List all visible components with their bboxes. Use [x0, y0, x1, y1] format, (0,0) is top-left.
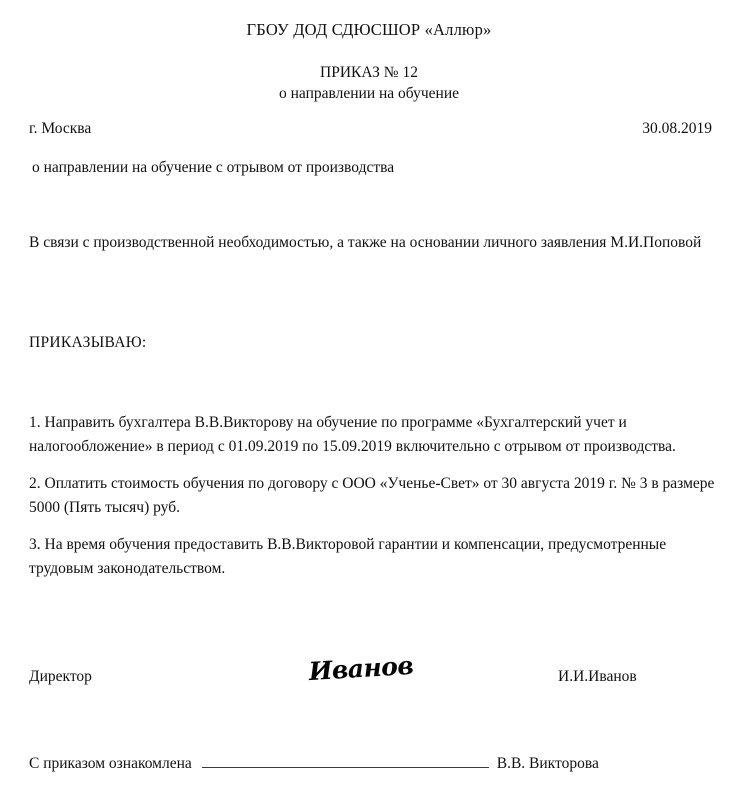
order-clause-list [29, 411, 715, 581]
order-title: ПРИКАЗ № 12 [320, 64, 418, 81]
order-subtitle: о направлении на обучение [279, 85, 459, 102]
order-command-word: ПРИКАЗЫВАЮ: [29, 334, 147, 351]
order-preamble: В связи с производственной необходимостью, а также на основании личного заявления М.И.Поповой [29, 234, 702, 251]
document-meta-row [29, 120, 712, 138]
order-clause: 1. Направить бухгалтера В.В.Викторову на обучение по программе «Бухгалтерский учет и налогообложение» в период с 01.09.2019 по 15.09.2019 включительно с отрывом от производства. [29, 414, 676, 455]
organization-name: ГБОУ ДОД СДЮСШОР «Аллюр» [246, 20, 492, 39]
acknowledgement-name: В.В. Викторова [496, 755, 599, 772]
order-clause: 2. Оплатить стоимость обучения по договору с ООО «Ученье-Свет» от 30 августа 2019 г. № 3 в размере 5000 (Пять тысяч) руб. [29, 475, 715, 516]
signatory-role: Директор [29, 668, 92, 685]
acknowledgement-row [29, 753, 712, 773]
signatory-name: И.И.Иванов [558, 668, 637, 685]
signature-block [29, 650, 712, 694]
handwritten-signature: Иванов [307, 650, 415, 687]
order-clause: 3. На время обучения предоставить В.В.Викторовой гарантии и компенсации, предусмотренные трудовым законодательством. [29, 536, 667, 577]
acknowledgement-signature-line[interactable] [202, 753, 489, 768]
acknowledgement-label: С приказом ознакомлена [29, 755, 192, 772]
order-subject-line: о направлении на обучение с отрывом от производства [32, 159, 395, 176]
order-date: 30.08.2019 [642, 120, 712, 137]
city-label: г. Москва [29, 120, 92, 137]
